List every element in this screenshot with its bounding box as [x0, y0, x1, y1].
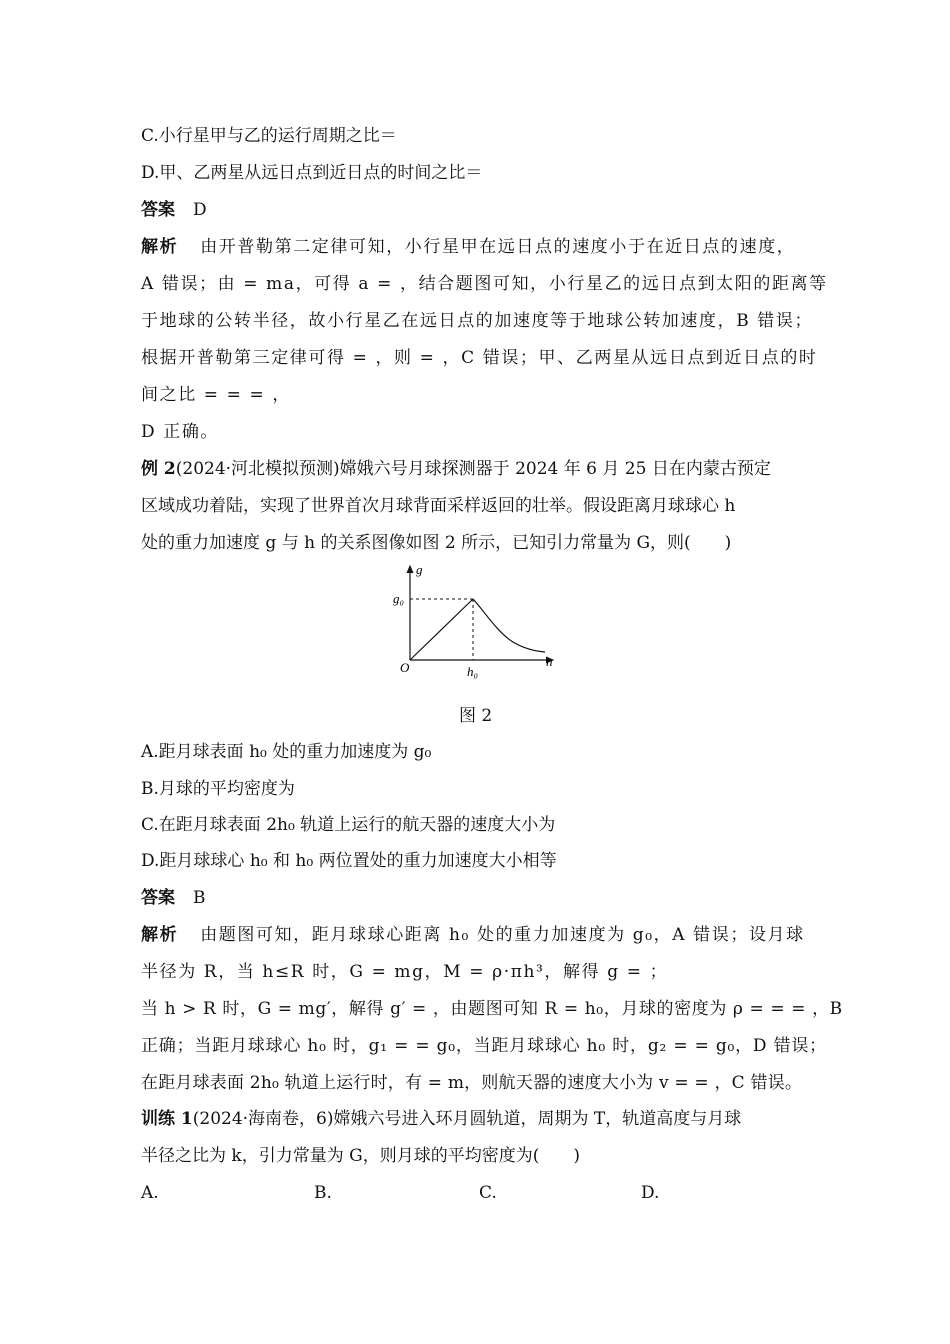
answer-value: D — [193, 200, 207, 220]
prev-analysis-line-4: 间之比 = = = ， — [141, 385, 291, 405]
example2-analysis-line-4: 在距月球表面 2h₀ 轨道上运行时，有 = m，则航天器的速度大小为 v = = ，C 错误。 — [141, 1073, 803, 1093]
answer-label: 答案 — [141, 888, 175, 908]
answer-value: B — [193, 888, 206, 908]
figure-caption: 图 2 — [459, 706, 493, 726]
example2-option-c: C.在距月球表面 2h₀ 轨道上运行的航天器的速度大小为 — [141, 815, 556, 835]
prev-option-d: D.甲、乙两星从远日点到近日点的时间之比＝ — [141, 163, 483, 183]
training1-stem-line-1: 半径之比为 k，引力常量为 G，则月球的平均密度为( ) — [141, 1146, 580, 1166]
example2-stem-line-0: 例 2(2024·河北模拟预测)嫦娥六号月球探测器于 2024 年 6 月 25 日在内蒙古预定 — [141, 459, 771, 479]
example2-answer — [141, 887, 206, 909]
answer-label: 答案 — [141, 200, 175, 220]
g-vs-h-graph — [385, 560, 565, 685]
origin-label: O — [400, 660, 410, 675]
prev-option-c: C.小行星甲与乙的运行周期之比＝ — [141, 126, 397, 146]
example2-option-d: D.距月球球心 h₀ 和 h₀ 两位置处的重力加速度大小相等 — [141, 851, 557, 871]
example2-stem-line-1: 区域成功着陆，实现了世界首次月球背面采样返回的壮举。假设距离月球球心 h — [141, 496, 736, 516]
prev-analysis-line-2: 于地球的公转半径，故小行星乙在远日点的加速度等于地球公转加速度，B 错误； — [141, 311, 814, 331]
y-tick-label: g₀ — [393, 591, 405, 606]
prev-analysis-line-5: D 正确。 — [141, 422, 220, 442]
example2-analysis-line-3: 正确；当距月球球心 h₀ 时，g₁ = = g₀，当距月球球心 h₀ 时，g₂ = = g₀，D 错误； — [141, 1036, 827, 1056]
decay-curve — [473, 599, 545, 652]
training1-option-d: D. — [641, 1183, 660, 1203]
training1-stem-line-0: 训练 1(2024·海南卷，6)嫦娥六号进入环月圆轨道，周期为 T，轨道高度与月球 — [141, 1109, 742, 1129]
example2-option-b: B.月球的平均密度为 — [141, 779, 295, 799]
prev-analysis-line-0: 解析 由开普勒第二定律可知，小行星甲在远日点的速度小于在近日点的速度， — [141, 237, 796, 257]
example2-analysis-line-1: 半径为 R，当 h≤R 时，G = mg，M = ρ·πh³，解得 g = ； — [141, 962, 669, 982]
example2-option-a: A.距月球表面 h₀ 处的重力加速度为 g₀ — [141, 742, 432, 762]
prev-analysis-line-3: 根据开普勒第三定律可得 = ，则 = ，C 错误；甲、乙两星从远日点到近日点的时 — [141, 348, 818, 368]
training1-option-c: C. — [479, 1183, 497, 1203]
x-tick-label: h₀ — [467, 664, 479, 679]
prev-answer — [141, 199, 207, 221]
analysis-label: 解析 — [141, 925, 179, 945]
training-label: 训练 1 — [141, 1109, 193, 1129]
example-label: 例 2 — [141, 459, 176, 479]
example2-analysis-line-0: 解析 由题图可知，距月球球心距离 h₀ 处的重力加速度为 g₀，A 错误；设月球 — [141, 925, 805, 945]
training1-option-b: B. — [314, 1183, 332, 1203]
example2-stem-line-2: 处的重力加速度 g 与 h 的关系图像如图 2 所示，已知引力常量为 G，则( ) — [141, 533, 732, 553]
prev-analysis-line-1: A 错误；由 = ma，可得 a = ，结合题图可知，小行星乙的远日点到太阳的距离等 — [141, 274, 828, 294]
x-axis-label: h — [546, 654, 553, 669]
rising-line — [410, 599, 473, 660]
analysis-label: 解析 — [141, 237, 179, 257]
training1-option-a: A. — [141, 1183, 159, 1203]
example2-analysis-line-2: 当 h > R 时，G = mg′，解得 g′ = ，由题图可知 R = h₀，月球的密度为 ρ = = = ，B — [141, 999, 843, 1019]
y-axis-label: g — [416, 562, 423, 577]
